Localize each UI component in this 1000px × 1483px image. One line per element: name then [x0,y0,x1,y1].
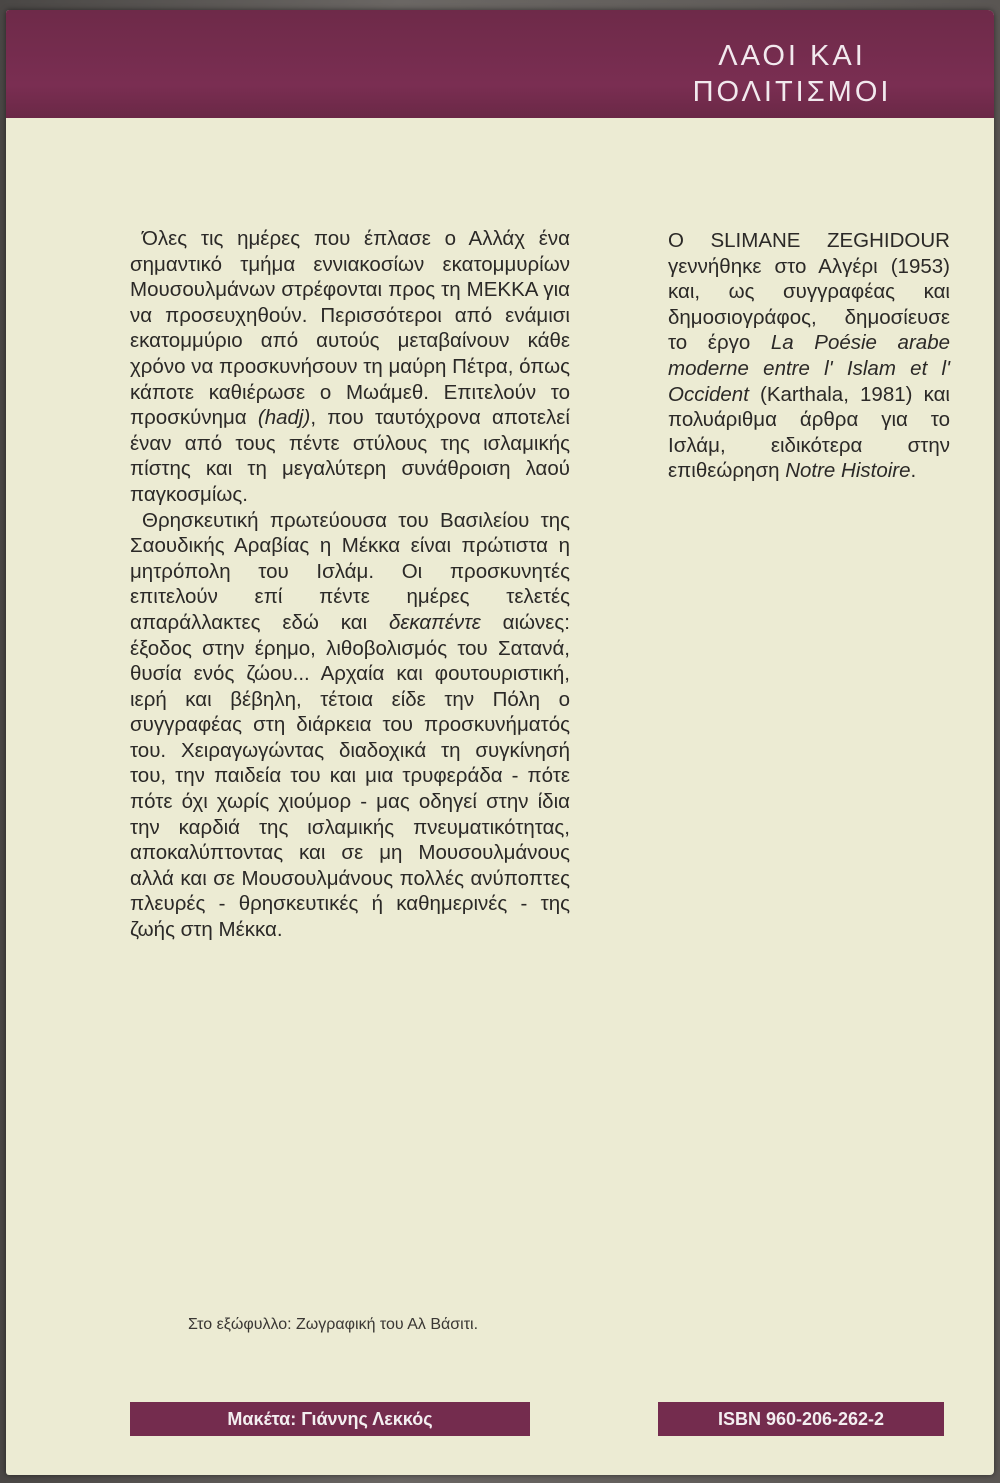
text-run: Όλες τις ημέρες που έπλασε ο Αλλάχ ένα σημαντικό τμήμα εννιακοσίων εκατομμυρίων Μουσουλμάνων στρέφονται προς τη ΜΕΚΚΑ για να προσευχηθούν. Περισσότεροι από ενάμισι εκατομμύριο από αυτούς μεταβαίνουν κάθε χρόνο να προσκυνήσουν τη μαύρη Πέτρα, όπως κάποτε καθιέρωσε ο Μωάμεθ. Επιτελούν το προσκύνημα [130,227,570,430]
italic-text-run: δεκαπέντε [389,610,481,634]
text-run: αιώνες: έξοδος στην έρημο, λιθοβολισμός του Σατανά, θυσία ενός ζώου... Αρχαία και φουτουριστική, ιερή και βέβηλη, τέτοια είδε την Πόλη ο συγγραφέας στη διάρκεια του προσκυνήματός του. Χειραγωγώντας διαδοχικά τη συγκίνησή του, την παιδεία του και μια τρυφεράδα - πότε πότε όχι χωρίς χιούμορ - μας οδηγεί στην ίδια την καρδιά της ισλαμικής πνευματικότητας, αποκαλύπτοντας και σε μη Μουσουλμάνους αλλά και σε Μουσουλμάνους πολλές ανύποπτες πλευρές - θρησκευτικές ή καθημερινές - της ζωής στη Μέκκα. [130,610,570,942]
book-back-cover [6,10,994,1475]
text-run: Ο SLIMANE ZEGHIDOUR γεννήθηκε στο Αλγέρι (1953) και, ως συγγραφέας και δημοσιογράφος, δημοσίευσε το έργο [668,229,950,355]
italic-text-run: La Poésie arabe moderne entre l' Islam et l' Occident [668,331,950,406]
series-title-line-2: ΠΟΛΙΤΙΣΜΟΙ [692,76,892,108]
text-run: , που ταυτόχρονα αποτελεί έναν από τους πέντε στύλους της ισλαμικής πίστης και τη μεγαλύτερη συνάθροιση λαού παγκοσμίως. [130,406,570,506]
top-band [6,10,994,118]
text-run: Θρησκευτική πρωτεύουσα του Βασιλείου της Σαουδικής Αραβίας η Μέκκα είναι πρώτιστα η μητρόπολη του Ισλάμ. Οι προσκυνητές επιτελούν επί πέντε ημέρες τελετές απαράλλακτες εδώ και [130,508,570,634]
italic-text-run: Notre Histoire [785,459,911,483]
description-paragraph-1 [130,226,570,508]
isbn-number: ISBN 960-206-262-2 [717,1408,885,1429]
series-title-line-1: ΛΑΟΙ ΚΑΙ [718,40,866,72]
italic-text-run: (hadj) [257,406,311,430]
text-run: . [910,459,917,483]
layout-credit: Μακέτα: Γιάννης Λεκκός [227,1408,433,1429]
description-paragraph-2 [130,508,570,943]
isbn-bar [658,1402,944,1436]
author-bio [668,228,950,484]
cover-art-credit: Στο εξώφυλλο: Ζωγραφική του Αλ Βάσιτι. [188,1316,479,1333]
book-description [130,226,570,943]
text-run: (Karthala, 1981) και πολυάριθμα άρθρα για το Ισλάμ, ειδικότερα στην επιθεώρηση [668,382,950,483]
series-title [682,38,902,110]
author-bio-paragraph [668,228,950,484]
layout-credit-bar [130,1402,530,1436]
